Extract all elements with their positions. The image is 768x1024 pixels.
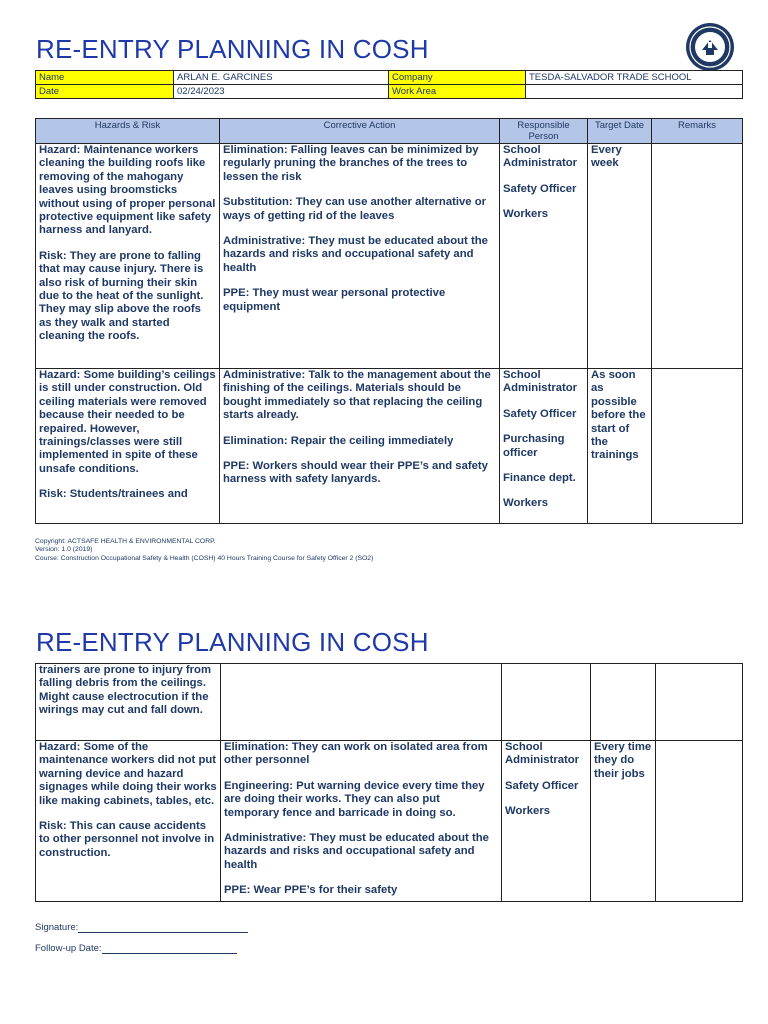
work-area-value (526, 85, 743, 99)
person-cell-paragraph: Workers (505, 805, 550, 818)
school-seal-icon (685, 22, 735, 72)
page-title: RE-ENTRY PLANNING IN COSH (36, 627, 429, 657)
target-date-cell: Every time they do their jobs (591, 741, 656, 902)
target-date-cell (591, 664, 656, 741)
remarks-cell (652, 369, 743, 524)
action-cell (221, 664, 502, 741)
col-header: Responsible Person (500, 119, 588, 144)
name-label: Name (36, 71, 174, 85)
planning-table (35, 118, 743, 524)
col-header: Corrective Action (220, 119, 500, 144)
action-cell (221, 741, 502, 902)
hazard-cell-paragraph: Risk: This can cause accidents to other personnel not involve in construction. (39, 820, 215, 859)
planning-table-continued (35, 663, 743, 902)
action-cell-paragraph: Elimination: Repair the ceiling immediately (223, 434, 454, 447)
person-cell-paragraph: Workers (503, 208, 548, 221)
person-cell-paragraph: Workers (503, 497, 548, 510)
hazard-cell-paragraph: Risk: They are prone to falling that may cause injury. There is also risk of burning their skin due to the heat of the sunlight. They may slip above the roofs as they walk and started cleaning the roofs. (39, 249, 204, 343)
person-cell-paragraph: School Administrator (503, 369, 578, 395)
hazard-cell (36, 664, 221, 741)
date-value: 02/24/2023 (174, 85, 389, 99)
action-cell (220, 144, 500, 369)
hazard-cell-paragraph: trainers are prone to injury from falling debris from the ceilings. Might cause electrocution if the wirings may cut and fall down. (39, 664, 212, 717)
action-cell-paragraph: Engineering: Put warning device every time they are doing their works. They can also put temporary fence and barricade in doing so. (224, 779, 485, 819)
action-cell-paragraph: Elimination: Falling leaves can be minimized by regularly pruning the branches of the trees to lessen the risk (223, 144, 479, 183)
action-cell (220, 369, 500, 524)
target-date-cell: As soon as possible before the start of the trainings (588, 369, 652, 524)
company-label: Company (389, 71, 526, 85)
signature-line[interactable] (78, 922, 248, 933)
table-row (36, 369, 743, 524)
person-cell (500, 369, 588, 524)
followup-date-line[interactable] (102, 943, 237, 954)
date-label: Date (36, 85, 174, 99)
action-cell-paragraph: Elimination: They can work on isolated area from other personnel (224, 741, 488, 767)
action-cell-paragraph: PPE: Workers should wear their PPE’s and safety harness with safety lanyards. (223, 460, 488, 486)
person-cell-paragraph: Finance dept. (503, 472, 576, 485)
person-cell-paragraph: Safety Officer (503, 407, 577, 420)
info-table (35, 70, 743, 99)
followup-date-field (35, 943, 237, 954)
action-cell-paragraph: PPE: Wear PPE’s for their safety (224, 884, 398, 897)
followup-date-label: Follow-up Date: (35, 943, 102, 954)
action-cell-paragraph: Administrative: Talk to the management about the finishing of the ceilings. Materials should be bought immediately so that replacing the ceiling starts already. (223, 369, 491, 422)
company-value: TESDA-SALVADOR TRADE SCHOOL (526, 71, 743, 85)
hazard-cell (36, 741, 221, 902)
table-row (36, 664, 743, 741)
person-cell-paragraph: School Administrator (503, 144, 578, 170)
col-header: Target Date (588, 119, 652, 144)
name-value: ARLAN E. GARCINES (174, 71, 389, 85)
hazard-cell-paragraph: Hazard: Maintenance workers cleaning the building roofs like removing of the mahogany leaves using broomsticks without using of proper personal protective equipment like safety harness and lanyard. (39, 144, 216, 237)
hazard-cell-paragraph: Risk: Students/trainees and (39, 488, 188, 501)
person-cell-paragraph: Purchasing officer (503, 433, 565, 459)
action-cell-paragraph: PPE: They must wear personal protective equipment (223, 287, 446, 313)
person-cell-paragraph: School Administrator (505, 741, 580, 767)
action-cell-paragraph: Substitution: They can use another alternative or ways of getting rid of the leaves (223, 196, 487, 222)
person-cell-paragraph: Safety Officer (503, 182, 577, 195)
signature-field (35, 922, 248, 933)
table-row (36, 741, 743, 902)
hazard-cell (36, 369, 220, 524)
action-cell-paragraph: Administrative: They must be educated about the hazards and risks and occupational safety and health (224, 832, 489, 871)
work-area-label: Work Area (389, 85, 526, 99)
action-cell-paragraph: Administrative: They must be educated about the hazards and risks and occupational safety and health (223, 235, 488, 274)
remarks-cell (656, 741, 743, 902)
page-title: RE-ENTRY PLANNING IN COSH (36, 34, 429, 64)
person-cell (502, 741, 591, 902)
signature-label: Signature: (35, 922, 79, 933)
remarks-cell (652, 144, 743, 369)
hazard-cell (36, 144, 220, 369)
col-header: Hazards & Risk (36, 119, 220, 144)
remarks-cell (656, 664, 743, 741)
target-date-cell: Every week (588, 144, 652, 369)
footer-version: Version: 1.0 (2019) (35, 546, 93, 553)
hazard-cell-paragraph: Hazard: Some of the maintenance workers did not put warning device and hazard signages while doing their works like making cabinets, tables, etc. (39, 741, 217, 807)
col-header: Remarks (652, 119, 743, 144)
person-cell (500, 144, 588, 369)
footer-copyright: Copyright: ACTSAFE HEALTH & ENVIRONMENTAL CORP. (35, 538, 216, 545)
hazard-cell-paragraph: Hazard: Some building’s ceilings is still under construction. Old ceiling materials were removed because their needed to be repaired. However, trainings/classes were still implemented in spite of these unsafe conditions. (39, 369, 216, 475)
footer-course: Course: Construction Occupational Safety & Health (COSH) 40 Hours Training Course for Safety Officer 2 (SO2) (35, 555, 374, 562)
person-cell (502, 664, 591, 741)
person-cell-paragraph: Safety Officer (505, 779, 579, 792)
table-row (36, 144, 743, 369)
